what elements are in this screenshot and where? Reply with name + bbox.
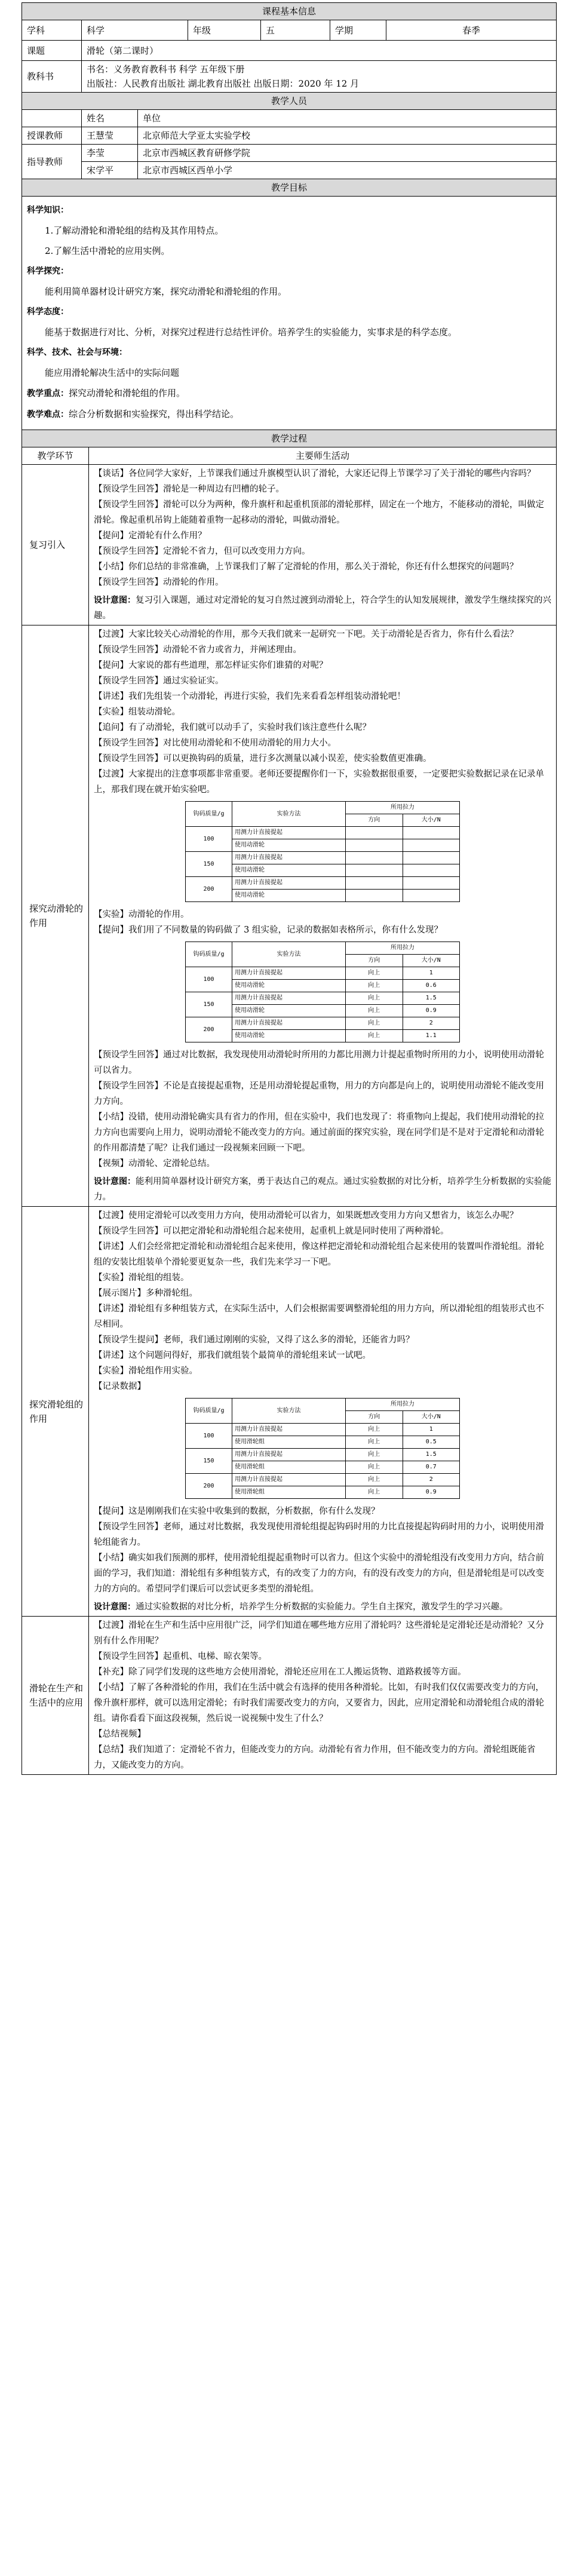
cell-method: 用测力计直接提起: [232, 1449, 346, 1461]
activity-line: 【预设学生回答】动滑轮不省力或省力，并阐述理由。: [94, 645, 302, 655]
activity-line: 【视频】动滑轮、定滑轮总结。: [94, 1159, 215, 1169]
cell-dir: 向上: [346, 1449, 403, 1461]
term-value: 春季: [386, 20, 557, 41]
staff-role: 授课教师: [22, 127, 82, 145]
staff-empty-cell: [22, 110, 82, 127]
design-intent-text: 能利用简单器材设计研究方案，勇于表达自己的观点。通过实验数据的对比分析，培养学生分析数据的实验能力。: [94, 1177, 551, 1202]
th-direction: 方向: [346, 814, 403, 827]
staff-name: 李莹: [82, 145, 138, 162]
cell-val: 0.9: [403, 1005, 460, 1017]
cell-method: 用测力计直接提起: [232, 967, 346, 980]
staff-heading: 教学人员: [22, 93, 557, 110]
goals-table: [22, 179, 557, 430]
th-size: 大小/N: [403, 814, 460, 827]
lesson-plan-document: [22, 2, 557, 1775]
activity-line: 【过渡】大家提出的注意事项都非常重要。老师还要提醒你们一下，实验数据很重要，一定要把实验数据记录在记录单上，那我们现在就开始实验吧。: [94, 769, 544, 795]
cell-val: [403, 852, 460, 864]
cell-mass: 100: [186, 1424, 232, 1449]
staff-name: 宋学平: [82, 162, 138, 179]
cell-dir: [346, 839, 403, 852]
cell-dir: [346, 852, 403, 864]
cell-method: 使用动滑轮: [232, 1005, 346, 1017]
cell-val: 1: [403, 1424, 460, 1436]
basic-info-table: [22, 2, 557, 93]
activity-line: 【讲述】人们会经常把定滑轮和动滑轮组合起来使用，像这样把定滑轮和动滑轮组合起来使用的装置叫作滑轮组。滑轮组的安装比组装单个滑轮要更复杂一些，我们先来学习一下吧。: [94, 1242, 544, 1267]
term-label: 学期: [330, 20, 386, 41]
th-force: 所用拉力: [346, 942, 460, 955]
staff-name: 王慧莹: [82, 127, 138, 145]
design-intent-text: 通过实验数据的对比分析，培养学生分析数据的实验能力。学生自主探究，激发学生的学习兴趣。: [136, 1602, 508, 1612]
process-table: [22, 430, 557, 1775]
textbook-info: [82, 61, 557, 93]
inquiry-text: 能利用简单器材设计研究方案，探究动滑轮和滑轮组的作用。: [45, 286, 287, 297]
activity-line: 【过渡】大家比较关心动滑轮的作用，那今天我们就来一起研究一下吧。关于动滑轮是否省力，你有什么看法？: [94, 630, 518, 639]
grade-label: 年级: [188, 20, 261, 41]
staff-unit: 北京市西城区西单小学: [138, 162, 557, 179]
design-intent-label: 设计意图：: [94, 1602, 136, 1612]
th-direction: 方向: [346, 1411, 403, 1424]
activity-line: 【预设学生回答】通过对比数据，我发现使用动滑轮时所用的力都比用测力计提起重物时所用的力小，说明使用动滑轮可以省力。: [94, 1050, 544, 1075]
cell-val: 0.5: [403, 1436, 460, 1449]
cell-method: 用测力计直接提起: [232, 827, 346, 839]
cell-dir: [346, 877, 403, 890]
staff-col-unit: 单位: [138, 110, 557, 127]
cell-dir: 向上: [346, 1424, 403, 1436]
activity-line: 【预设学生回答】可以把定滑轮和动滑轮组合起来使用，起重机上就是同时使用了两种滑轮。: [94, 1226, 449, 1236]
cell-val: [403, 877, 460, 890]
stage4-activity: [89, 1617, 557, 1775]
cell-method: 用测力计直接提起: [232, 852, 346, 864]
knowledge-item: 1.了解动滑轮和滑轮组的结构及其作用特点。: [45, 225, 224, 236]
activity-line: 【过渡】滑轮在生产和生活中应用很广泛，同学们知道在哪些地方应用了滑轮吗？这些滑轮是定滑轮还是动滑轮？又分别有什么作用呢？: [94, 1621, 544, 1646]
process-col-stage: 教学环节: [22, 447, 89, 465]
cell-val: 1: [403, 967, 460, 980]
record-table-empty: [185, 801, 460, 902]
cell-method: 用测力计直接提起: [232, 1424, 346, 1436]
activity-line: 【记录数据】: [94, 1382, 146, 1391]
basic-info-heading: 课程基本信息: [22, 3, 557, 20]
activity-line: 【小结】没错，使用动滑轮确实具有省力的作用，但在实验中，我们也发现了：将重物向上提起，我们使用动滑轮的拉力方向也需要向上用力，说明动滑轮不能改变力的方向。通过前面的探究实验，现在同学们是不是对于定滑轮和动滑轮的作用都清楚了呢？让我们通过一段视频来回顾一下吧。: [94, 1112, 544, 1153]
process-heading: 教学过程: [22, 430, 557, 447]
cell-method: 使用动滑轮: [232, 864, 346, 877]
sts-title: 科学、技术、社会与环境：: [27, 348, 127, 357]
design-intent-label: 设计意图：: [94, 1177, 136, 1186]
activity-line: 【提问】这是刚刚我们在实验中收集到的数据，分析数据，你有什么发现？: [94, 1507, 380, 1516]
staff-unit: 北京师范大学亚太实验学校: [138, 127, 557, 145]
cell-method: 使用动滑轮: [232, 1030, 346, 1042]
activity-line: 【谈话】各位同学大家好，上节课我们通过升旗模型认识了滑轮，大家还记得上节课学习了关于滑轮的哪些内容吗？: [94, 469, 536, 479]
activity-line: 【讲述】滑轮组有多种组装方式，在实际生活中，人们会根据需要调整滑轮组的用力方向，所以滑轮组的组装形式也不尽相同。: [94, 1304, 544, 1329]
difficulty-text: 综合分析数据和实验探究，得出科学结论。: [69, 409, 239, 419]
activity-line: 【预设学生回答】滑轮可以分为两种，像升旗杆和起重机顶部的滑轮那样，固定在一个地方，不能移动的滑轮，叫做定滑轮。像起重机吊钩上能随着重物一起移动的滑轮，叫做动滑轮。: [94, 500, 544, 525]
cell-mass: 200: [186, 1474, 232, 1499]
cell-dir: [346, 864, 403, 877]
textbook-label: 教科书: [22, 61, 82, 93]
cell-mass: 100: [186, 827, 232, 852]
activity-line: 【讲述】这个问题问得好，那我们就组装个最简单的滑轮组来试一试吧。: [94, 1351, 371, 1360]
activity-line: 【预设学生回答】对比使用动滑轮和不使用动滑轮的用力大小。: [94, 738, 336, 748]
th-method: 实验方法: [232, 802, 346, 827]
activity-line: 【追问】有了动滑轮，我们就可以动手了，实验时我们该注意些什么呢？: [94, 723, 371, 732]
th-direction: 方向: [346, 955, 403, 967]
activity-line: 【总结】我们知道了：定滑轮不省力，但能改变力的方向。动滑轮有省力作用，但不能改变力的方向。滑轮组既能省力，又能改变力的方向。: [94, 1745, 536, 1770]
activity-line: 【预设学生回答】老师，通过对比数据，我发现使用滑轮组提起钩码时用的力比直接提起钩码时用的力小，说明使用滑轮组能省力。: [94, 1522, 544, 1547]
activity-line: 【补充】除了同学们发现的这些地方会使用滑轮，滑轮还应用在工人搬运货物、道路救援等方面。: [94, 1667, 466, 1677]
knowledge-item: 2.了解生活中滑轮的应用实例。: [45, 246, 170, 256]
textbook-title: 书名：义务教育教科书 科学 五年级下册: [87, 64, 245, 75]
activity-line: 【展示图片】多种滑轮组。: [94, 1289, 198, 1298]
stage2-activity: [89, 625, 557, 1207]
activity-line: 【实验】组装动滑轮。: [94, 707, 180, 717]
cell-dir: [346, 890, 403, 902]
cell-val: [403, 864, 460, 877]
activity-line: 【实验】动滑轮的作用。: [94, 910, 189, 919]
difficulty-label: 教学难点：: [27, 410, 69, 419]
cell-method: 使用滑轮组: [232, 1436, 346, 1449]
cell-method: 使用动滑轮: [232, 839, 346, 852]
th-force: 所用拉力: [346, 1399, 460, 1411]
staff-role: 指导教师: [22, 145, 82, 179]
cell-val: 1.5: [403, 992, 460, 1005]
stage-pulley-block: 探究滑轮组的作用: [22, 1207, 89, 1617]
stage1-activity: [89, 465, 557, 625]
inquiry-title: 科学探究：: [27, 266, 69, 276]
th-force: 所用拉力: [346, 802, 460, 814]
cell-dir: 向上: [346, 1474, 403, 1486]
cell-dir: 向上: [346, 1030, 403, 1042]
activity-line: 【小结】你们总结的非常准确，上节课我们了解了定滑轮的作用，那么关于滑轮，你还有什么想探究的问题吗？: [94, 562, 518, 572]
topic-value: 滑轮（第二课时）: [82, 41, 557, 61]
key-point-text: 探究动滑轮和滑轮组的作用。: [69, 388, 186, 398]
stage-movable-pulley: 探究动滑轮的作用: [22, 625, 89, 1207]
staff-table: [22, 92, 557, 179]
stage-review-intro: 复习引入: [22, 465, 89, 625]
th-mass: 钩码质量/g: [186, 802, 232, 827]
activity-line: 【小结】了解了各种滑轮的作用，我们在生活中就会有选择的使用各种滑轮。比如，有时我们仅仅需要改变力的方向，像升旗杆那样，就可以选用定滑轮；有时我们需要改变力的方向，又要省力，因此，应用定滑轮和动滑轮组合成的滑轮组。请你看看下面这段视频，然后说一说视频中发生了什么？: [94, 1683, 544, 1724]
activity-line: 【预设学生提问】老师，我们通过刚刚的实验，又得了这么多的滑轮，还能省力吗？: [94, 1335, 414, 1345]
cell-method: 使用滑轮组: [232, 1461, 346, 1474]
sts-text: 能应用滑轮解决生活中的实际问题: [45, 367, 180, 378]
attitude-text: 能基于数据进行对比、分析，对探究过程进行总结性评价。培养学生的实验能力，实事求是的科学态度。: [45, 327, 457, 338]
design-intent-label: 设计意图：: [94, 596, 136, 605]
activity-line: 【实验】滑轮组作用实验。: [94, 1366, 198, 1376]
goals-content: [22, 197, 557, 430]
staff-col-name: 姓名: [82, 110, 138, 127]
activity-line: 【小结】确实如我们预测的那样，使用滑轮组提起重物时可以省力。但这个实验中的滑轮组没有改变用力方向，结合前面的学习，我们知道：滑轮组有多种组装方式，有的改变了力的方向，有的没有改变力的方向，但是滑轮组是可以改变力的方向的。希望同学们课后可以尝试更多类型的滑轮组。: [94, 1553, 544, 1594]
cell-dir: 向上: [346, 1017, 403, 1030]
cell-mass: 200: [186, 1017, 232, 1042]
activity-line: 【预设学生回答】起重机、电梯、晾衣架等。: [94, 1652, 267, 1661]
cell-val: [403, 890, 460, 902]
grade-value: 五: [261, 20, 330, 41]
cell-method: 用测力计直接提起: [232, 877, 346, 890]
topic-label: 课题: [22, 41, 82, 61]
activity-line: 【提问】我们用了不同数量的钩码做了 3 组实验，记录的数据如表格所示，你有什么发现？: [94, 925, 443, 935]
key-point-label: 教学重点：: [27, 389, 69, 398]
activity-line: 【预设学生回答】定滑轮不省力，但可以改变用力方向。: [94, 547, 311, 556]
staff-unit: 北京市西城区教育研修学院: [138, 145, 557, 162]
cell-dir: 向上: [346, 967, 403, 980]
record-table-movable-pulley: [185, 942, 460, 1042]
cell-val: [403, 839, 460, 852]
cell-mass: 150: [186, 852, 232, 877]
cell-mass: 200: [186, 877, 232, 902]
activity-line: 【提问】定滑轮有什么作用？: [94, 531, 207, 541]
th-mass: 钩码质量/g: [186, 1399, 232, 1424]
th-mass: 钩码质量/g: [186, 942, 232, 967]
activity-line: 【提问】大家说的都有些道理，那怎样证实你们谁猜的对呢？: [94, 661, 328, 670]
cell-mass: 150: [186, 992, 232, 1017]
cell-method: 用测力计直接提起: [232, 1017, 346, 1030]
cell-dir: 向上: [346, 1461, 403, 1474]
activity-line: 【实验】滑轮组的组装。: [94, 1273, 189, 1283]
cell-mass: 100: [186, 967, 232, 992]
goals-heading: 教学目标: [22, 179, 557, 197]
activity-line: 【预设学生回答】可以更换钩码的质量，进行多次测量以减小误差，使实验数值更准确。: [94, 754, 432, 763]
cell-val: 1.1: [403, 1030, 460, 1042]
cell-val: 2: [403, 1474, 460, 1486]
activity-line: 【过渡】使用定滑轮可以改变用力方向，使用动滑轮可以省力，如果既想改变用力方向又想省力，该怎么办呢？: [94, 1211, 518, 1220]
th-size: 大小/N: [403, 1411, 460, 1424]
activity-line: 【预设学生回答】滑轮是一种周边有凹槽的轮子。: [94, 484, 284, 494]
cell-val: 1.5: [403, 1449, 460, 1461]
attitude-title: 科学态度：: [27, 307, 69, 317]
cell-mass: 150: [186, 1449, 232, 1474]
cell-dir: 向上: [346, 1005, 403, 1017]
cell-val: 2: [403, 1017, 460, 1030]
cell-val: 0.9: [403, 1486, 460, 1499]
cell-method: 用测力计直接提起: [232, 992, 346, 1005]
cell-dir: 向上: [346, 1436, 403, 1449]
cell-method: 用测力计直接提起: [232, 1474, 346, 1486]
record-table-pulley-block: [185, 1398, 460, 1499]
cell-method: 使用动滑轮: [232, 980, 346, 992]
cell-method: 使用滑轮组: [232, 1486, 346, 1499]
cell-dir: 向上: [346, 1486, 403, 1499]
cell-val: [403, 827, 460, 839]
cell-val: 0.6: [403, 980, 460, 992]
cell-dir: 向上: [346, 992, 403, 1005]
cell-method: 使用动滑轮: [232, 890, 346, 902]
cell-val: 0.7: [403, 1461, 460, 1474]
knowledge-title: 科学知识：: [27, 206, 69, 215]
activity-line: 【讲述】我们先组装一个动滑轮，再进行实验，我们先来看看怎样组装动滑轮吧！: [94, 692, 406, 701]
activity-line: 【预设学生回答】动滑轮的作用。: [94, 578, 224, 587]
activity-line: 【预设学生回答】通过实验证实。: [94, 676, 224, 686]
subject-value: 科学: [82, 20, 188, 41]
process-col-activity: 主要师生活动: [89, 447, 557, 465]
cell-dir: 向上: [346, 980, 403, 992]
activity-line: 【预设学生回答】不论是直接提起重物，还是用动滑轮提起重物，用力的方向都是向上的，说明使用动滑轮不能改变用力方向。: [94, 1081, 544, 1106]
stage3-activity: [89, 1207, 557, 1617]
cell-dir: [346, 827, 403, 839]
textbook-publisher: 出版社：人民教育出版社 湖北教育出版社 出版日期：2020 年 12 月: [87, 78, 360, 89]
design-intent-text: 复习引入课题，通过对定滑轮的复习自然过渡到动滑轮上，符合学生的认知发展规律，激发学生继续探究的兴趣。: [94, 596, 551, 621]
activity-line: 【总结视频】: [94, 1729, 146, 1739]
th-size: 大小/N: [403, 955, 460, 967]
th-method: 实验方法: [232, 942, 346, 967]
th-method: 实验方法: [232, 1399, 346, 1424]
stage-applications: 滑轮在生产和生活中的应用: [22, 1617, 89, 1775]
subject-label: 学科: [22, 20, 82, 41]
